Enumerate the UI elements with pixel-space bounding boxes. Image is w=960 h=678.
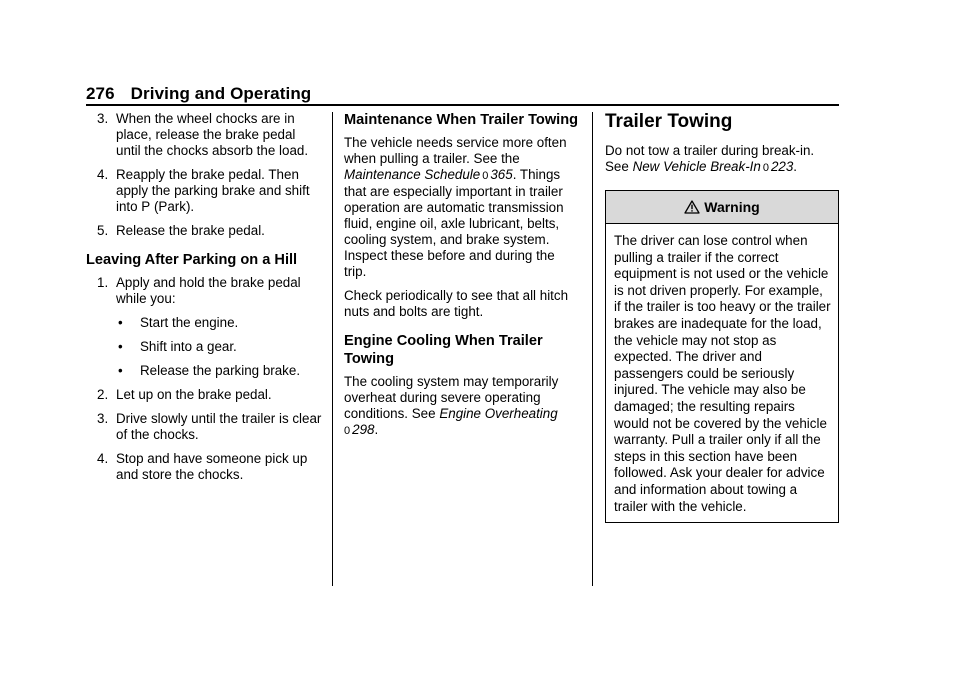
bullet-dot: • bbox=[118, 339, 123, 354]
paragraph-text: The cooling system may temporarily overheat during severe operating conditions. See bbox=[344, 374, 559, 421]
bullet-dot: • bbox=[118, 363, 123, 378]
list-item bbox=[86, 111, 322, 159]
warning-header bbox=[606, 191, 838, 224]
heading-leaving-after-parking: Leaving After Parking on a Hill bbox=[86, 252, 298, 268]
page-reference-number[interactable]: 365 bbox=[490, 167, 513, 182]
list-item bbox=[86, 411, 322, 443]
step-number: 2. bbox=[97, 387, 109, 402]
list-item bbox=[86, 167, 322, 215]
step-number: 3. bbox=[97, 411, 109, 426]
step-number: 1. bbox=[97, 275, 109, 290]
step-text: Stop and have someone pick up and store the chocks. bbox=[116, 451, 308, 482]
warning-title: Warning bbox=[704, 199, 760, 215]
bullet-item bbox=[86, 315, 322, 331]
paragraph-text: . Things that are especially important in trailer operation are automatic transmission fluid, engine oil, axle lubricant, belts, cooling system, and brake system. Inspect these before and during the trip. bbox=[344, 167, 564, 279]
step-text: Release the brake pedal. bbox=[116, 223, 265, 238]
warning-text: The driver can lose control when pulling a trailer if the correct equipment is not used or the vehicle is not driven properly. For example, if the trailer is too heavy or the trailer brakes are inadequate for the load, the vehicle may not stop as expected. The driver and passengers could be seriously injured. The vehicle may also be damaged; the resulting repairs would not be covered by the vehicle warranty. Pull a trailer only if all the steps in this section have been followed. Ask your dealer for advice and information about towing a trailer with the vehicle. bbox=[614, 233, 831, 514]
heading-trailer-towing: Trailer Towing bbox=[605, 111, 733, 132]
step-number: 4. bbox=[97, 451, 109, 466]
section-title: Driving and Operating bbox=[130, 84, 312, 103]
step-number: 3. bbox=[97, 111, 109, 126]
page-header bbox=[86, 84, 311, 104]
cross-reference-link[interactable]: Engine Overheating bbox=[439, 406, 558, 421]
column-1 bbox=[86, 111, 322, 491]
list-item bbox=[86, 387, 322, 403]
page-reference-icon: 0 bbox=[344, 425, 351, 437]
column-divider-2 bbox=[592, 112, 593, 586]
paragraph-maintenance bbox=[344, 135, 580, 280]
paragraph-text: The vehicle needs service more often when pulling a trailer. See the bbox=[344, 135, 567, 166]
page-reference-icon: 0 bbox=[482, 170, 489, 182]
heading-engine-cooling: Engine Cooling When Trailer Towing bbox=[344, 333, 543, 367]
header-rule bbox=[86, 104, 839, 106]
step-text: When the wheel chocks are in place, release the brake pedal until the chocks absorb the load. bbox=[116, 111, 309, 158]
list-item bbox=[86, 275, 322, 307]
step-text: Apply and hold the brake pedal while you: bbox=[116, 275, 301, 306]
paragraph-hitch-check: Check periodically to see that all hitch nuts and bolts are tight. bbox=[344, 288, 569, 319]
step-number: 4. bbox=[97, 167, 109, 182]
page-reference-number[interactable]: 223 bbox=[770, 159, 794, 174]
step-text: Drive slowly until the trailer is clear of the chocks. bbox=[116, 411, 322, 442]
bullet-text: Release the parking brake. bbox=[140, 363, 301, 378]
bullet-text: Shift into a gear. bbox=[140, 339, 237, 354]
bullet-dot: • bbox=[118, 315, 123, 330]
page-reference-icon: 0 bbox=[762, 162, 769, 174]
list-item bbox=[86, 451, 322, 483]
bullet-item bbox=[86, 339, 322, 355]
step-text: Reapply the brake pedal. Then apply the parking brake and shift into P (Park). bbox=[116, 167, 310, 214]
page-number: 276 bbox=[86, 84, 115, 103]
step-number: 5. bbox=[97, 223, 109, 238]
column-2 bbox=[344, 111, 580, 447]
bullet-text: Start the engine. bbox=[140, 315, 239, 330]
warning-triangle-icon bbox=[684, 200, 700, 214]
column-divider-1 bbox=[332, 112, 333, 586]
paragraph-text: . bbox=[374, 422, 379, 437]
paragraph-break-in bbox=[605, 143, 839, 176]
bullet-item bbox=[86, 363, 322, 379]
heading-maintenance: Maintenance When Trailer Towing bbox=[344, 112, 579, 128]
paragraph-cooling bbox=[344, 374, 580, 439]
warning-box bbox=[605, 190, 839, 523]
list-item bbox=[86, 223, 322, 239]
paragraph-text: . bbox=[793, 159, 798, 174]
cross-reference-link[interactable]: New Vehicle Break-In bbox=[632, 159, 761, 174]
page-reference-number[interactable]: 298 bbox=[352, 422, 375, 437]
cross-reference-link[interactable]: Maintenance Schedule bbox=[344, 167, 481, 182]
column-3 bbox=[605, 111, 839, 523]
paragraph-text: Do not tow a trailer during break-in. See bbox=[605, 143, 815, 174]
step-text: Let up on the brake pedal. bbox=[116, 387, 272, 402]
